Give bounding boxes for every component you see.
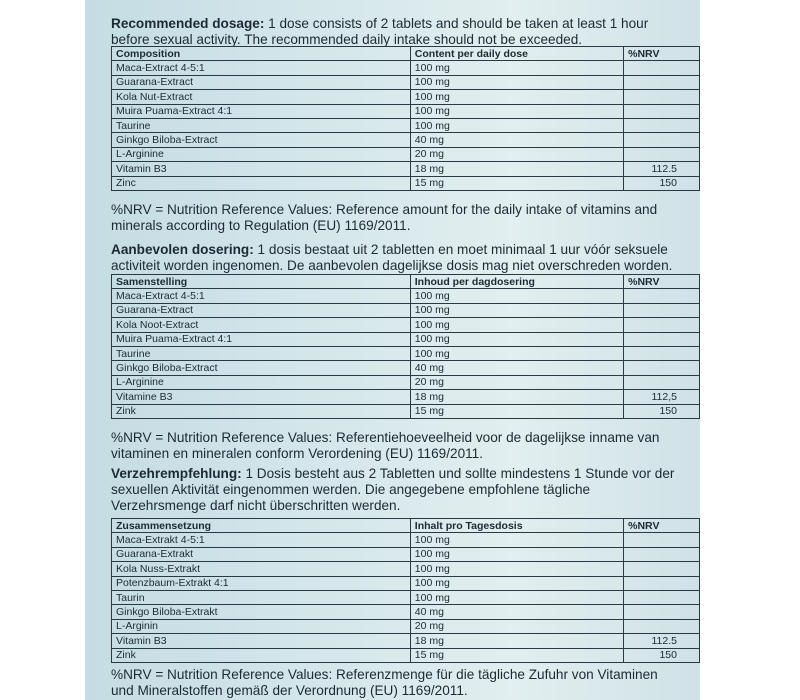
nrv-cell <box>624 533 700 547</box>
table-row <box>112 390 700 404</box>
table-row <box>112 133 700 147</box>
amount-cell: 100 mg <box>410 289 623 303</box>
amount-cell: 15 mg <box>410 648 623 662</box>
nrv-cell: 112.5 <box>624 162 700 176</box>
column-header: Zusammensetzung <box>112 519 411 533</box>
amount-cell: 100 mg <box>410 104 623 118</box>
ingredient-cell: Vitamine B3 <box>112 390 411 404</box>
dosage-heading-nl: Aanbevolen dosering: <box>111 242 254 257</box>
ingredient-cell: Ginkgo Biloba-Extract <box>112 133 411 147</box>
ingredient-cell: Zink <box>112 404 411 418</box>
ingredient-cell: Taurine <box>112 346 411 360</box>
nrv-cell <box>624 361 700 375</box>
ingredient-cell: Zink <box>112 648 411 662</box>
table-row <box>112 648 700 662</box>
table-row <box>112 404 700 418</box>
nrv-cell <box>624 147 700 161</box>
column-header: %NRV <box>624 47 700 61</box>
amount-cell: 100 mg <box>410 562 623 576</box>
table-row <box>112 90 700 104</box>
column-header: Composition <box>112 47 411 61</box>
column-header: Samenstelling <box>112 275 411 289</box>
nrv-cell <box>624 576 700 590</box>
table-row <box>112 75 700 89</box>
ingredient-cell: L-Arginin <box>112 619 411 633</box>
table-row <box>112 634 700 648</box>
ingredient-cell: Guarana-Extrakt <box>112 547 411 561</box>
nrv-cell <box>624 375 700 389</box>
nrv-cell <box>624 619 700 633</box>
ingredient-cell: Maca-Extrakt 4-5:1 <box>112 533 411 547</box>
table-row <box>112 303 700 317</box>
nrv-cell <box>624 90 700 104</box>
dosage-text-nl: 1 dosis bestaat uit 2 tabletten en moet minimaal 1 uur vóór seksuele activiteit worden ingenomen. De aanbevolen dagelijkse dosis mag niet overschreden worden. <box>111 242 673 273</box>
column-header: Inhoud per dagdosering <box>410 275 623 289</box>
amount-cell: 100 mg <box>410 75 623 89</box>
nrv-cell <box>624 590 700 604</box>
table-row <box>112 176 700 190</box>
amount-cell: 18 mg <box>410 634 623 648</box>
nrv-cell: 112,5 <box>624 390 700 404</box>
ingredient-cell: Kola Nuss-Extrakt <box>112 562 411 576</box>
table-row <box>112 118 700 132</box>
table-row <box>112 61 700 75</box>
nrv-cell <box>624 289 700 303</box>
amount-cell: 18 mg <box>410 390 623 404</box>
ingredient-cell: Guarana-Extract <box>112 303 411 317</box>
ingredient-cell: Muira Puama-Extract 4:1 <box>112 104 411 118</box>
amount-cell: 40 mg <box>410 133 623 147</box>
dosage-heading-en: Recommended dosage: <box>111 16 265 31</box>
amount-cell: 100 mg <box>410 90 623 104</box>
amount-cell: 100 mg <box>410 547 623 561</box>
table-row <box>112 289 700 303</box>
column-header: %NRV <box>624 275 700 289</box>
column-header: Content per daily dose <box>410 47 623 61</box>
amount-cell: 100 mg <box>410 303 623 317</box>
composition-table-de <box>111 518 700 663</box>
nrv-cell <box>624 118 700 132</box>
ingredient-cell: L-Arginine <box>112 375 411 389</box>
nrv-note-nl: %NRV = Nutrition Reference Values: Referentiehoeveelheid voor de dagelijkse inname van vitaminen en mineralen conform Verordening (EU) 1169/2011. <box>111 430 660 461</box>
table-row <box>112 619 700 633</box>
amount-cell: 100 mg <box>410 533 623 547</box>
label-photo <box>85 0 700 700</box>
table-header-row <box>112 519 700 533</box>
amount-cell: 100 mg <box>410 61 623 75</box>
nrv-cell <box>624 346 700 360</box>
table-row <box>112 361 700 375</box>
dosage-paragraph-de <box>111 466 676 514</box>
amount-cell: 40 mg <box>410 361 623 375</box>
ingredient-cell: Potenzbaum-Extrakt 4:1 <box>112 576 411 590</box>
table-row <box>112 346 700 360</box>
dosage-paragraph-nl <box>111 242 676 274</box>
ingredient-cell: Kola Nut-Extract <box>112 90 411 104</box>
table-row <box>112 547 700 561</box>
amount-cell: 100 mg <box>410 118 623 132</box>
dosage-text-en: 1 dose consists of 2 tablets and should be taken at least 1 hour before sexual activity. The recommended daily intake should not be exceeded. <box>111 16 649 47</box>
table-row <box>112 533 700 547</box>
ingredient-cell: Maca-Extract 4-5:1 <box>112 289 411 303</box>
nrv-cell: 150 <box>624 648 700 662</box>
nrv-cell <box>624 318 700 332</box>
dosage-heading-de: Verzehrempfehlung: <box>111 466 242 481</box>
table-row <box>112 562 700 576</box>
table-row <box>112 162 700 176</box>
ingredient-cell: Taurine <box>112 118 411 132</box>
table-row <box>112 590 700 604</box>
ingredient-cell: Kola Noot-Extract <box>112 318 411 332</box>
ingredient-cell: Taurin <box>112 590 411 604</box>
amount-cell: 100 mg <box>410 332 623 346</box>
column-header: %NRV <box>624 519 700 533</box>
nrv-cell <box>624 303 700 317</box>
table-row <box>112 104 700 118</box>
ingredient-cell: Vitamin B3 <box>112 634 411 648</box>
amount-cell: 20 mg <box>410 619 623 633</box>
table-row <box>112 147 700 161</box>
dosage-text-de: 1 Dosis besteht aus 2 Tabletten und sollte mindestens 1 Stunde vor der sexuellen Aktivität eingenommen werden. Die angegebene empfohlene tägliche Verzehrsmenge darf nicht überschritten werden. <box>111 466 675 513</box>
background-margin <box>700 0 800 700</box>
ingredient-cell: Guarana-Extract <box>112 75 411 89</box>
table-row <box>112 375 700 389</box>
composition-table-en <box>111 46 700 191</box>
ingredient-cell: Maca-Extract 4-5:1 <box>112 61 411 75</box>
ingredient-cell: Muira Puama-Extract 4:1 <box>112 332 411 346</box>
amount-cell: 20 mg <box>410 375 623 389</box>
nrv-note-de: %NRV = Nutrition Reference Values: Referenzmenge für die tägliche Zufuhr von Vitaminen und Mineralstoffen gemäß der Verordnung (EU) 1169/2011. <box>111 667 658 698</box>
table-header-row <box>112 275 700 289</box>
amount-cell: 15 mg <box>410 404 623 418</box>
table-row <box>112 332 700 346</box>
amount-cell: 100 mg <box>410 576 623 590</box>
amount-cell: 18 mg <box>410 162 623 176</box>
ingredient-cell: L-Arginine <box>112 147 411 161</box>
amount-cell: 100 mg <box>410 346 623 360</box>
nrv-cell <box>624 562 700 576</box>
table-header-row <box>112 47 700 61</box>
nrv-cell <box>624 75 700 89</box>
amount-cell: 100 mg <box>410 318 623 332</box>
nrv-cell <box>624 605 700 619</box>
ingredient-cell: Zinc <box>112 176 411 190</box>
amount-cell: 15 mg <box>410 176 623 190</box>
amount-cell: 20 mg <box>410 147 623 161</box>
table-row <box>112 605 700 619</box>
composition-table-nl <box>111 274 700 419</box>
nrv-note-en: %NRV = Nutrition Reference Values: Reference amount for the daily intake of vitamins and minerals according to Regulation (EU) 1169/2011. <box>111 202 658 233</box>
nrv-cell <box>624 547 700 561</box>
table-row <box>112 318 700 332</box>
dosage-paragraph-en <box>111 16 676 48</box>
ingredient-cell: Ginkgo Biloba-Extrakt <box>112 605 411 619</box>
nrv-cell: 150 <box>624 404 700 418</box>
column-header: Inhalt pro Tagesdosis <box>410 519 623 533</box>
nrv-cell: 150 <box>624 176 700 190</box>
nrv-cell <box>624 133 700 147</box>
ingredient-cell: Vitamin B3 <box>112 162 411 176</box>
nrv-cell <box>624 61 700 75</box>
amount-cell: 40 mg <box>410 605 623 619</box>
ingredient-cell: Ginkgo Biloba-Extract <box>112 361 411 375</box>
table-row <box>112 576 700 590</box>
nrv-cell: 112.5 <box>624 634 700 648</box>
amount-cell: 100 mg <box>410 590 623 604</box>
nrv-cell <box>624 332 700 346</box>
nrv-cell <box>624 104 700 118</box>
